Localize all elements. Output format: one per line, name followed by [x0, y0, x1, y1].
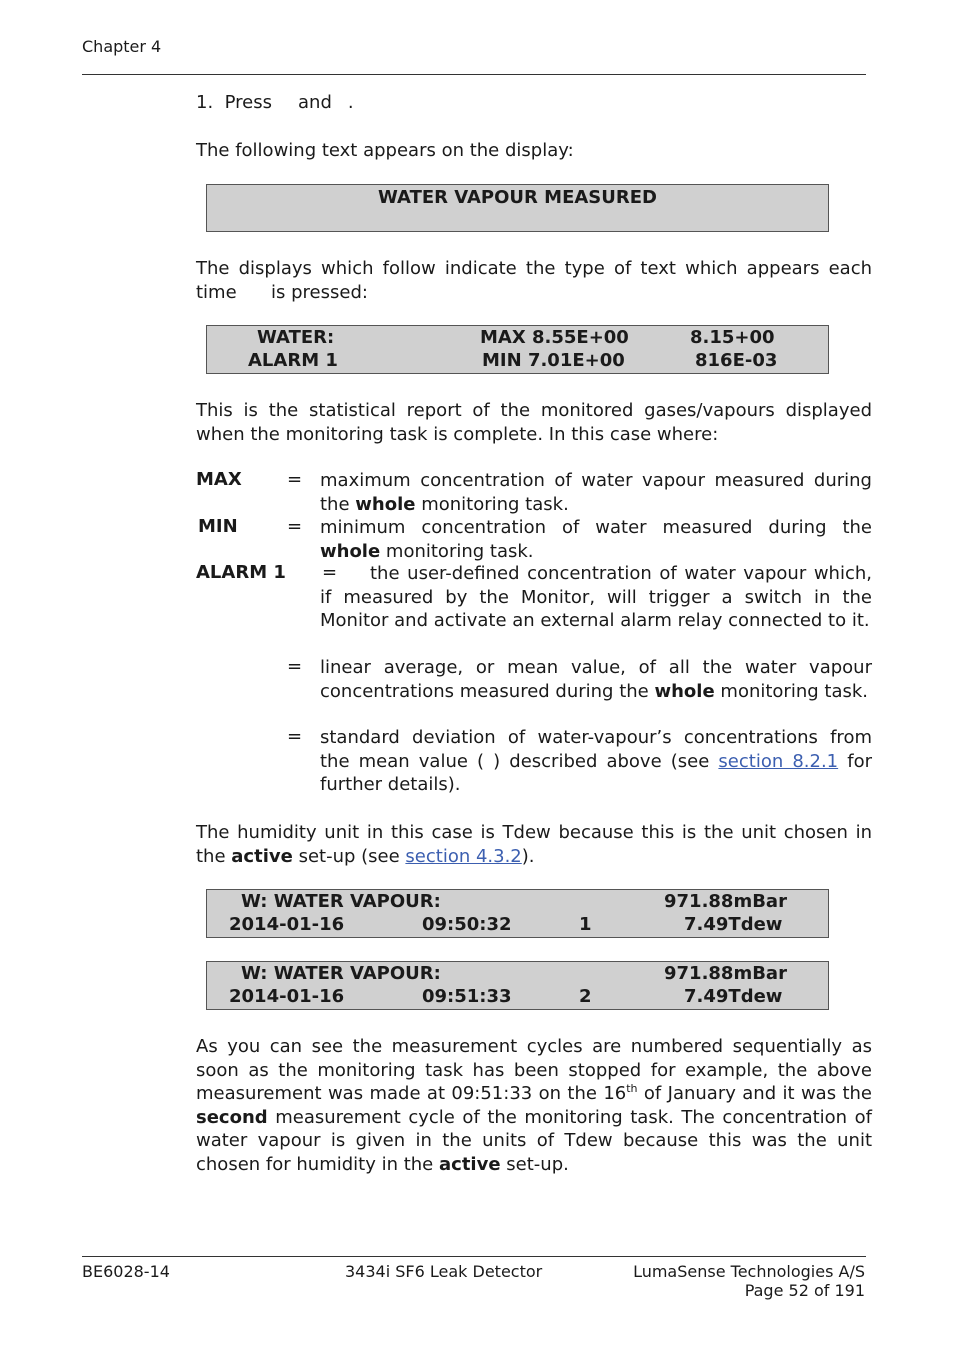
measurement-time: 09:51:33 [422, 986, 512, 1007]
def-alarm-term: ALARM 1 [196, 562, 286, 583]
display-measurement-1 [206, 889, 829, 938]
def-min-text: minimum concentration of water measured during the whole monitoring task. [320, 517, 872, 562]
def-alarm-eq: = [322, 562, 338, 583]
stats-sd: 816E-03 [695, 350, 778, 371]
footer-company: LumaSense Technologies A/S [633, 1262, 865, 1281]
measurement-label: W: WATER VAPOUR: [241, 891, 441, 912]
def-min-eq: = [287, 516, 303, 537]
def-sd-eq: = [287, 726, 303, 747]
display-measurement-2 [206, 961, 829, 1010]
measurement-time: 09:50:32 [422, 914, 512, 935]
measurement-label: W: WATER VAPOUR: [241, 963, 441, 984]
measurement-cycle: 1 [579, 914, 592, 935]
display-text: WATER VAPOUR MEASURED [378, 187, 657, 208]
measurement-value: 7.49Tdew [684, 914, 783, 935]
section-8-2-1-link[interactable]: section 8.2.1 [718, 750, 839, 772]
def-min-term: MIN [198, 516, 238, 537]
def-alarm-text: the user-defined concentration of water vapour which, if measured by the Monitor, will trigger a switch in the Monitor and activate an external alarm relay connected to it. [320, 563, 872, 631]
intro-text: The following text appears on the display: [196, 140, 574, 161]
stats-mean: 8.15+00 [690, 327, 775, 348]
def-max-eq: = [287, 469, 303, 490]
step-1: 1. Press and . [196, 92, 354, 113]
footer-doc-id: BE6028-14 [82, 1262, 170, 1281]
measurement-date: 2014-01-16 [229, 914, 345, 935]
footer-product: 3434i SF6 Leak Detector [345, 1262, 543, 1281]
measurement-pressure: 971.88mBar [664, 963, 787, 984]
measurement-date: 2014-01-16 [229, 986, 345, 1007]
humidity-paragraph: The humidity unit in this case is Tdew because this is the unit chosen in the active set-up (see section 4.3.2). [196, 822, 872, 867]
stats-water-label: WATER: [257, 327, 335, 348]
display-water-vapour-measured [206, 184, 829, 232]
display-statistics [206, 325, 829, 374]
measurement-cycle: 2 [579, 986, 592, 1007]
displays-follow-text: The displays which follow indicate the type of text which appears each time is pressed: [196, 258, 872, 303]
measurement-value: 7.49Tdew [684, 986, 783, 1007]
footer-rule [82, 1256, 866, 1257]
stats-alarm-label: ALARM 1 [248, 350, 338, 371]
stats-min: MIN 7.01E+00 [482, 350, 625, 371]
measurement-pressure: 971.88mBar [664, 891, 787, 912]
header-rule [82, 74, 866, 75]
stats-paragraph: This is the statistical report of the monitored gases/vapours displayed when the monitoring task is complete. In this case where: [196, 400, 872, 445]
def-max-text: maximum concentration of water vapour measured during the whole monitoring task. [320, 470, 872, 515]
stats-max: MAX 8.55E+00 [480, 327, 629, 348]
def-mean-eq: = [287, 656, 303, 677]
def-sd-text: standard deviation of water-vapour’s concentrations from the mean value ( ) described above (see section 8.2.1 for further details). [320, 727, 872, 795]
def-mean-text: linear average, or mean value, of all the water vapour concentrations measured during the whole monitoring task. [320, 657, 872, 702]
footer-page-number: Page 52 of 191 [744, 1281, 865, 1300]
chapter-heading: Chapter 4 [82, 37, 162, 56]
def-max-term: MAX [196, 469, 242, 490]
section-4-3-2-link[interactable]: section 4.3.2 [405, 845, 522, 867]
cycles-paragraph: As you can see the measurement cycles are numbered sequentially as soon as the monitoring task has been stopped for example, the above measurement was made at 09:51:33 on the 16th of January and it was the second measurement cycle of the monitoring task. The concentration of water vapour is given in the units of Tdew because this was the unit chosen for humidity in the active set-up. [196, 1036, 872, 1175]
